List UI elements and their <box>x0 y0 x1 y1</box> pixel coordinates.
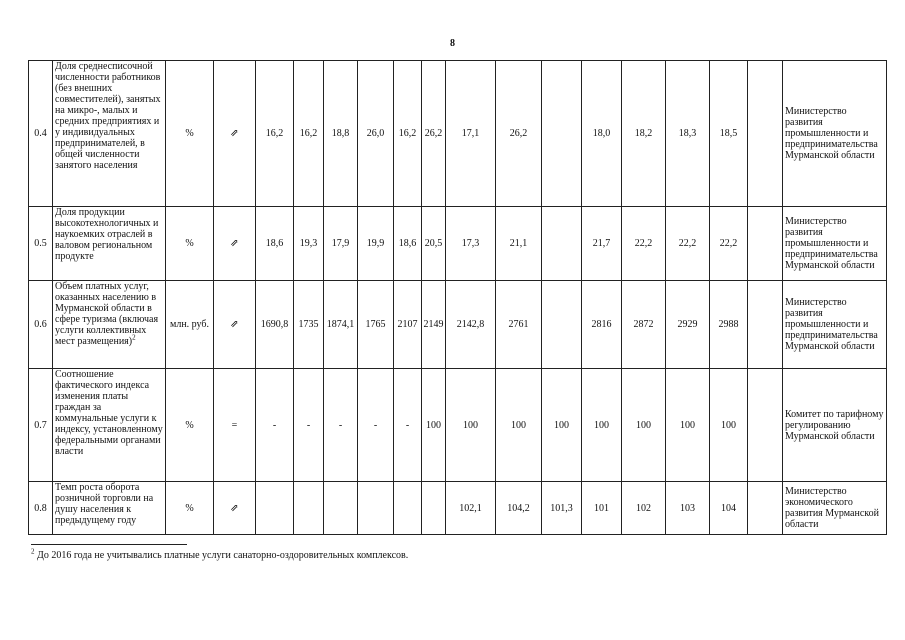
trend-arrow-icon: ⇗ <box>214 207 256 281</box>
value-cell: - <box>294 369 324 482</box>
trend-equal-icon: = <box>214 369 256 482</box>
value-cell: 2988 <box>710 281 748 369</box>
value-cell <box>324 482 358 535</box>
value-cell: 2142,8 <box>446 281 496 369</box>
value-cell: 1874,1 <box>324 281 358 369</box>
value-cell: 100 <box>666 369 710 482</box>
value-cell: - <box>256 369 294 482</box>
footnote-divider <box>31 544 187 545</box>
value-cell: 17,3 <box>446 207 496 281</box>
value-cell <box>422 482 446 535</box>
trend-arrow-icon: ⇗ <box>214 61 256 207</box>
value-cell: 102,1 <box>446 482 496 535</box>
value-cell: 17,9 <box>324 207 358 281</box>
value-cell: 18,6 <box>394 207 422 281</box>
value-cell: 20,5 <box>422 207 446 281</box>
value-cell: 19,9 <box>358 207 394 281</box>
spacer-cell <box>748 281 783 369</box>
value-cell: 100 <box>496 369 542 482</box>
value-cell: 100 <box>710 369 748 482</box>
trend-arrow-icon: ⇗ <box>214 281 256 369</box>
value-cell: 18,0 <box>582 61 622 207</box>
value-cell: - <box>394 369 422 482</box>
value-cell: 18,3 <box>666 61 710 207</box>
value-cell: 18,6 <box>256 207 294 281</box>
indicator-name: Соотношение фактического индекса изменения платы граждан за коммунальные услуги к индексу, установленному федеральными органами власти <box>53 369 166 482</box>
value-cell: 102 <box>622 482 666 535</box>
value-cell: 21,7 <box>582 207 622 281</box>
value-cell: 19,3 <box>294 207 324 281</box>
value-cell: 22,2 <box>666 207 710 281</box>
value-cell: 101,3 <box>542 482 582 535</box>
value-cell: 1735 <box>294 281 324 369</box>
indicator-name <box>53 281 166 369</box>
page-number: 8 <box>450 38 455 49</box>
indicator-name: Доля среднесписочной численности работников (без внешних совместителей), занятых на микро-, малых и средних предприятиях и у индивидуальных предпринимателей, в общей численности занятого населения <box>53 61 166 207</box>
value-cell: - <box>358 369 394 482</box>
row-id: 0.6 <box>29 281 53 369</box>
value-cell: 17,1 <box>446 61 496 207</box>
spacer-cell <box>748 482 783 535</box>
value-cell: 101 <box>582 482 622 535</box>
value-cell: 18,8 <box>324 61 358 207</box>
value-cell: 100 <box>582 369 622 482</box>
spacer-cell <box>748 369 783 482</box>
value-cell: 22,2 <box>710 207 748 281</box>
value-cell <box>358 482 394 535</box>
value-cell: 104,2 <box>496 482 542 535</box>
value-cell <box>542 207 582 281</box>
value-cell: 22,2 <box>622 207 666 281</box>
value-cell: 104 <box>710 482 748 535</box>
unit-cell: % <box>166 482 214 535</box>
value-cell: 2929 <box>666 281 710 369</box>
value-cell: 26,2 <box>422 61 446 207</box>
table-row <box>29 207 887 281</box>
value-cell: - <box>324 369 358 482</box>
value-cell: 18,2 <box>622 61 666 207</box>
value-cell: 2107 <box>394 281 422 369</box>
value-cell: 26,0 <box>358 61 394 207</box>
footnote-text: До 2016 года не учитывались платные услуги санаторно-оздоровительных комплексов. <box>37 550 409 561</box>
row-id: 0.4 <box>29 61 53 207</box>
indicator-name: Темп роста оборота розничной торговли на душу населения к предыдущему году <box>53 482 166 535</box>
unit-cell: % <box>166 369 214 482</box>
indicator-name: Доля продукции высокотехнологичных и наукоемких отраслей в валовом региональном продукте <box>53 207 166 281</box>
value-cell: 16,2 <box>394 61 422 207</box>
spacer-cell <box>748 61 783 207</box>
table-row <box>29 369 887 482</box>
value-cell <box>542 281 582 369</box>
row-id: 0.7 <box>29 369 53 482</box>
table-row <box>29 482 887 535</box>
indicators-table <box>28 60 887 535</box>
footnote <box>31 547 409 561</box>
responsible-body: Министерство экономического развития Мурманской области <box>783 482 887 535</box>
value-cell: 100 <box>422 369 446 482</box>
unit-cell: млн. руб. <box>166 281 214 369</box>
responsible-body: Министерство развития промышленности и предпринимательства Мурманской области <box>783 207 887 281</box>
value-cell: 18,5 <box>710 61 748 207</box>
value-cell <box>394 482 422 535</box>
table-row <box>29 281 887 369</box>
value-cell: 1765 <box>358 281 394 369</box>
value-cell <box>542 61 582 207</box>
value-cell: 2149 <box>422 281 446 369</box>
value-cell: 103 <box>666 482 710 535</box>
trend-arrow-icon: ⇗ <box>214 482 256 535</box>
value-cell: 26,2 <box>496 61 542 207</box>
value-cell: 1690,8 <box>256 281 294 369</box>
value-cell: 100 <box>446 369 496 482</box>
value-cell: 100 <box>622 369 666 482</box>
row-id: 0.5 <box>29 207 53 281</box>
responsible-body: Министерство развития промышленности и предпринимательства Мурманской области <box>783 61 887 207</box>
row-id: 0.8 <box>29 482 53 535</box>
unit-cell: % <box>166 207 214 281</box>
value-cell <box>256 482 294 535</box>
value-cell: 16,2 <box>256 61 294 207</box>
value-cell: 2761 <box>496 281 542 369</box>
value-cell: 2816 <box>582 281 622 369</box>
value-cell: 2872 <box>622 281 666 369</box>
value-cell: 100 <box>542 369 582 482</box>
spacer-cell <box>748 207 783 281</box>
footnote-marker: 2 <box>132 333 136 342</box>
indicator-name-text: Объем платных услуг, оказанных населению в Мурманской области в сфере туризма (включая услуги коллективных мест размещения) <box>55 281 159 347</box>
unit-cell: % <box>166 61 214 207</box>
responsible-body: Министерство развития промышленности и предпринимательства Мурманской области <box>783 281 887 369</box>
value-cell: 21,1 <box>496 207 542 281</box>
value-cell <box>294 482 324 535</box>
table-row <box>29 61 887 207</box>
responsible-body: Комитет по тарифному регулированию Мурманской области <box>783 369 887 482</box>
value-cell: 16,2 <box>294 61 324 207</box>
footnote-marker: 2 <box>31 547 35 556</box>
